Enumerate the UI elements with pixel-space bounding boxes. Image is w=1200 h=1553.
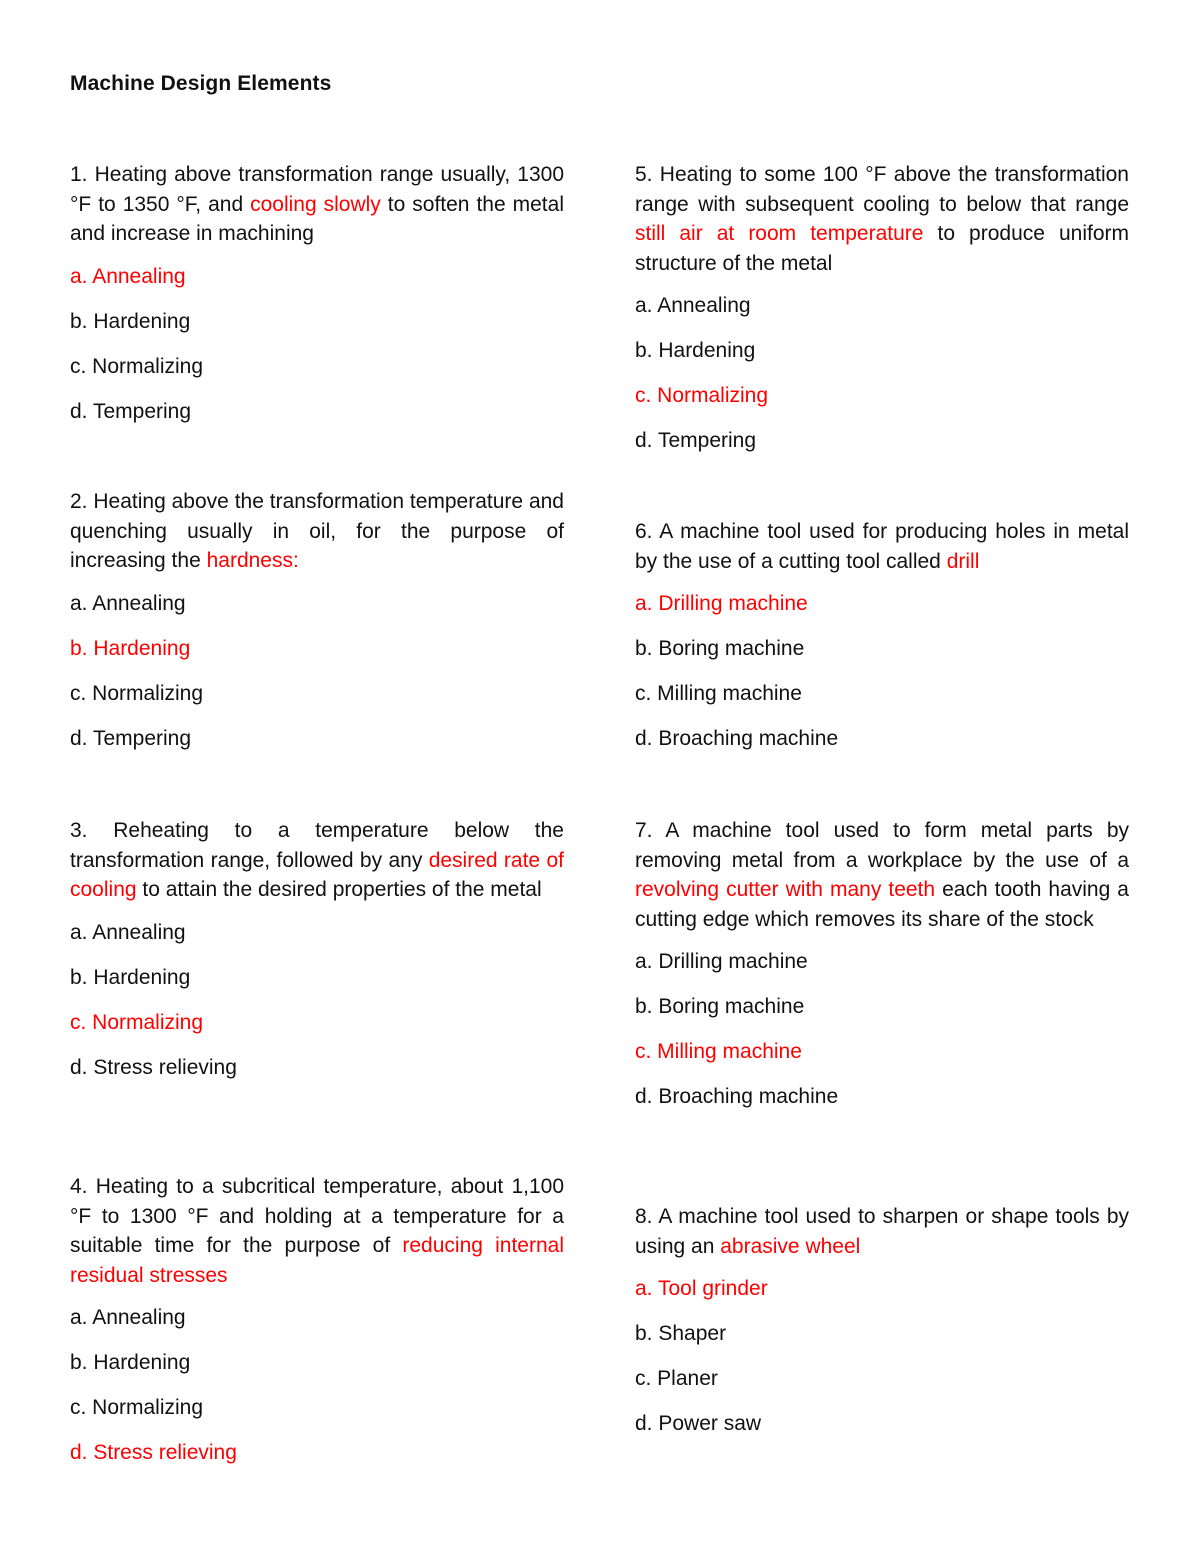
option-list: [635, 1274, 1129, 1438]
answer-option: c. Normalizing: [70, 1396, 204, 1419]
stem-highlight: still air at room temperature: [635, 222, 924, 245]
answer-option: d. Power saw: [635, 1412, 762, 1435]
question-5: [635, 160, 1129, 471]
answer-option: a. Annealing: [70, 591, 186, 615]
stem-text: to attain the desired properties of the metal: [136, 878, 542, 901]
question-stem: [70, 160, 564, 249]
question-2: [70, 487, 564, 769]
option-list: [70, 918, 564, 1082]
question-stem: [635, 816, 1129, 934]
answer-option: c. Planer: [635, 1367, 718, 1390]
answer-option-correct: a. Drilling machine: [635, 592, 808, 615]
stem-highlight: abrasive wheel: [720, 1234, 861, 1258]
stem-text: to soften the metal and increase in machining: [70, 192, 564, 245]
answer-option: b. Shaper: [635, 1322, 727, 1345]
stem-highlight: reducing internal residual stresses: [70, 1234, 565, 1287]
answer-option: d. Tempering: [70, 399, 192, 423]
answer-option: c. Normalizing: [70, 354, 204, 378]
answer-option: d. Tempering: [635, 429, 757, 452]
option-list: [70, 589, 564, 753]
question-stem: [70, 1172, 564, 1290]
answer-option: b. Hardening: [635, 339, 756, 362]
question-1: [70, 160, 564, 442]
question-4: [70, 1172, 564, 1483]
answer-option: b. Boring machine: [635, 637, 805, 660]
question-stem: [70, 816, 564, 905]
answer-option-correct: a. Tool grinder: [635, 1277, 768, 1300]
stem-highlight: cooling slowly: [250, 192, 381, 216]
answer-option: a. Annealing: [70, 920, 186, 944]
answer-option: a. Annealing: [635, 294, 751, 317]
answer-option: d. Broaching machine: [635, 1085, 839, 1108]
option-list: [635, 589, 1129, 753]
stem-highlight: hardness:: [206, 549, 299, 572]
answer-option-correct: c. Normalizing: [70, 1010, 204, 1034]
question-stem: [635, 1202, 1129, 1261]
answer-option: c. Normalizing: [70, 681, 204, 705]
stem-highlight: drill: [946, 549, 980, 573]
stem-text: 7. A machine tool used to form metal parts by removing metal from a workplace by the use of a: [635, 819, 1129, 872]
question-stem: [635, 160, 1129, 278]
answer-option: b. Hardening: [70, 309, 191, 333]
stem-text: 6. A machine tool used for producing holes in metal by the use of a cutting tool called: [635, 520, 1129, 573]
question-3: [70, 816, 564, 1098]
answer-option: b. Hardening: [70, 1351, 191, 1374]
answer-option-correct: b. Hardening: [70, 636, 191, 660]
answer-option-correct: a. Annealing: [70, 264, 186, 288]
answer-option: b. Boring machine: [635, 995, 805, 1018]
question-6: [635, 517, 1129, 769]
answer-option: c. Milling machine: [635, 682, 802, 705]
answer-option-correct: c. Normalizing: [635, 384, 769, 407]
stem-text: to produce uniform structure of the metal: [635, 222, 1129, 275]
option-list: [70, 262, 564, 426]
answer-option: d. Tempering: [70, 726, 192, 750]
answer-option-correct: c. Milling machine: [635, 1040, 802, 1063]
option-list: [70, 1303, 564, 1467]
stem-text: 2. Heating above the transformation temperature and quenching usually in oil, for the purpose of increasing the: [70, 490, 564, 572]
answer-option: d. Broaching machine: [635, 727, 839, 750]
question-stem: [70, 487, 564, 576]
stem-text: 5. Heating to some 100 °F above the transformation range with subsequent cooling to below that range: [635, 163, 1129, 216]
stem-highlight: revolving cutter with many teeth: [635, 878, 936, 901]
option-list: [635, 291, 1129, 455]
stem-text: 8. A machine tool used to sharpen or shape tools by using an: [635, 1205, 1129, 1258]
answer-option-correct: d. Stress relieving: [70, 1441, 237, 1464]
answer-option: b. Hardening: [70, 965, 191, 989]
question-8: [635, 1202, 1129, 1454]
stem-text: each tooth having a cutting edge which removes its share of the stock: [635, 878, 1129, 931]
question-7: [635, 816, 1129, 1127]
stem-text: 1. Heating above transformation range usually, 1300 °F to 1350 °F, and: [70, 163, 564, 216]
question-stem: [635, 517, 1129, 576]
stem-text: 3. Reheating to a temperature below the transformation range, followed by any: [70, 819, 564, 872]
answer-option: a. Drilling machine: [635, 950, 808, 973]
document-title: Machine Design Elements: [70, 72, 332, 95]
answer-option: d. Stress relieving: [70, 1055, 237, 1079]
option-list: [635, 947, 1129, 1111]
answer-option: a. Annealing: [70, 1306, 186, 1329]
stem-text: 4. Heating to a subcritical temperature, about 1,100 °F to 1300 °F and holding at a temperature for a suitable time for the purpose of: [70, 1175, 564, 1257]
stem-highlight: desired rate of cooling: [70, 848, 564, 901]
